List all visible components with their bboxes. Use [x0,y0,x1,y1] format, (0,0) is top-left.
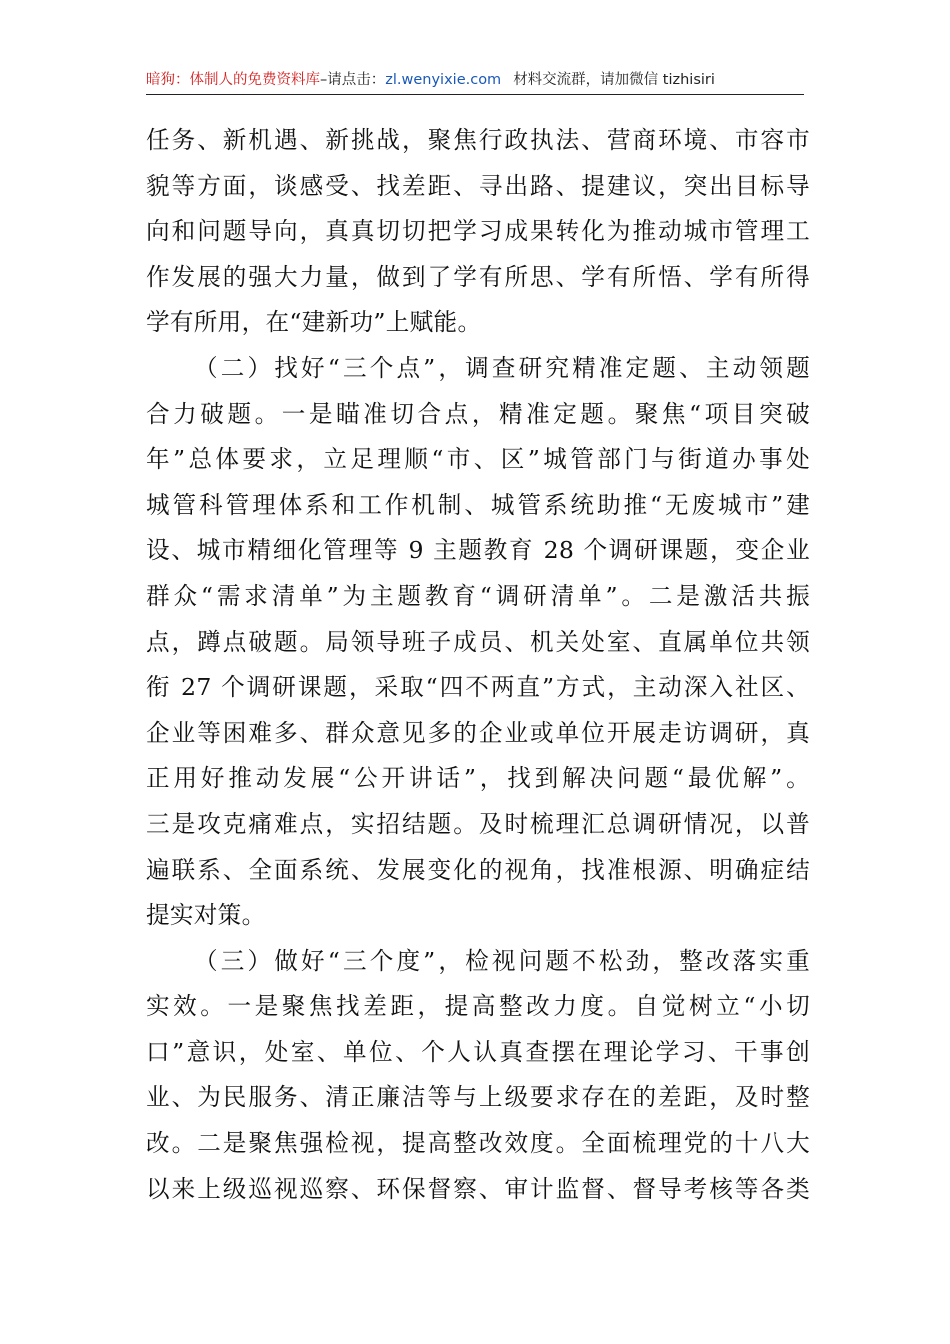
text-line: 设、城市精细化管理等 9 主题教育 28 个调研课题，变企业 [146,536,810,565]
paragraph-start-line: （三）做好“三个度”，检视问题不松劲，整改落实重 [194,946,810,975]
header-brand: 暗狗：体制人的免费资料库 [146,72,320,88]
text-line: 三是攻克痛难点，实招结题。及时梳理汇总调研情况，以普 [146,809,810,838]
page-header [146,66,804,95]
text-line: 业、为民服务、清正廉洁等与上级要求存在的差距，及时整 [146,1083,810,1112]
text-line: 群众“需求清单”为主题教育“调研清单”。二是激活共振 [146,581,810,610]
text-line: 城管科管理体系和工作机制、城管系统助推“无废城市”建 [146,490,810,519]
header-url-link[interactable]: zl.wenyixie.com [385,72,502,88]
text-line: 貌等方面，谈感受、找差距、寻出路、提建议，突出目标导 [146,171,810,200]
text-line: 年”总体要求，立足理顺“市、区”城管部门与街道办事处 [146,445,810,474]
header-prompt: –请点击： [320,72,386,88]
text-line: 衔 27 个调研课题，采取“四不两直”方式，主动深入社区、 [146,673,810,702]
text-line: 实效。一是聚焦找差距，提高整改力度。自觉树立“小切 [146,992,810,1021]
text-line: 改。二是聚焦强检视，提高整改效度。全面梳理党的十八大 [146,1129,810,1158]
text-line: 任务、新机遇、新挑战，聚焦行政执法、营商环境、市容市 [146,126,810,154]
text-line: 口”意识，处室、单位、个人认真查摆在理论学习、干事创 [146,1037,810,1066]
text-line: 合力破题。一是瞄准切合点，精准定题。聚焦“项目突破 [146,399,810,428]
header-contact: 材料交流群，请加微信 tizhisiri [513,72,715,88]
text-line: 遍联系、全面系统、发展变化的视角，找准根源、明确症结 [146,855,810,884]
text-line: 点，蹲点破题。局领导班子成员、机关处室、直属单位共领 [146,627,810,656]
document-body [146,118,810,1212]
text-line: 向和问题导向，真真切切把学习成果转化为推动城市管理工 [146,217,810,246]
text-line: 企业等困难多、群众意见多的企业或单位开展走访调研，真 [146,718,810,747]
text-line: 提实对策。 [146,901,266,930]
text-line: 学有所用，在“建新功”上赋能。 [146,308,482,337]
paragraph-start-line: （二）找好“三个点”，调查研究精准定题、主动领题 [194,353,810,382]
text-line: 作发展的强大力量，做到了学有所思、学有所悟、学有所得 [146,262,810,291]
text-line: 以来上级巡视巡察、环保督察、审计监督、督导考核等各类 [146,1174,810,1203]
text-line: 正用好推动发展“公开讲话”，找到解决问题“最优解”。 [146,764,810,793]
